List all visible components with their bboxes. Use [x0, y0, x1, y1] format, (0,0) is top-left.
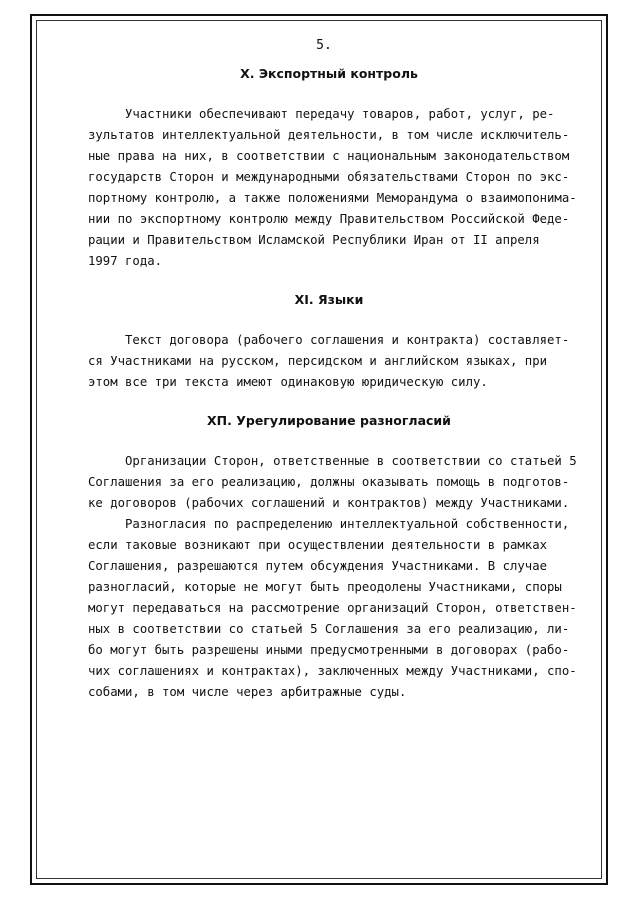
text-line: ся Участниками на русском, персидском и английском языках, при: [88, 354, 548, 368]
text-line: нии по экспортному контролю между Правительством Российской Феде-: [88, 212, 570, 226]
text-line: рации и Правительством Исламской Республики Иран от II апреля: [88, 233, 540, 247]
page-number: 5.: [316, 38, 332, 53]
text-line: могут передаваться на рассмотрение организаций Сторон, ответствен-: [88, 601, 577, 615]
paragraph: [50, 451, 580, 514]
text-line: Соглашения, разрешаются путем обсуждения Участниками. В случае: [88, 559, 548, 573]
paragraph: [50, 104, 580, 272]
paragraph: [50, 514, 580, 703]
text-line: бо могут быть разрешены иными предусмотренными в договорах (рабо-: [88, 643, 570, 657]
text-line: зультатов интеллектуальной деятельности, в том числе исключитель-: [88, 128, 570, 142]
text-line: этом все три текста имеют одинаковую юридическую силу.: [88, 375, 488, 389]
paragraph: [50, 330, 580, 393]
text-line: собами, в том числе через арбитражные суды.: [88, 685, 407, 699]
section-title: XП. Урегулирование разногласий: [207, 413, 451, 428]
text-line: Организации Сторон, ответственные в соответствии со статьей 5: [88, 454, 577, 468]
text-line: разногласий, которые не могут быть преодолены Участниками, споры: [88, 580, 562, 594]
text-line: ных в соответствии со статьей 5 Соглашения за его реализацию, ли-: [88, 622, 570, 636]
text-line: государств Сторон и международными обязательствами Сторон по экс-: [88, 170, 570, 184]
text-line: Текст договора (рабочего соглашения и контракта) составляет-: [88, 333, 570, 347]
text-line: ке договоров (рабочих соглашений и контрактов) между Участниками.: [88, 496, 570, 510]
text-line: чих соглашениях и контрактах), заключенных между Участниками, спо-: [88, 664, 577, 678]
text-line: Разногласия по распределению интеллектуальной собственности,: [88, 517, 570, 531]
section-languages: [50, 290, 580, 393]
section-export-control: [50, 64, 580, 272]
section-dispute-resolution: [50, 411, 580, 703]
text-line: если таковые возникают при осуществлении деятельности в рамках: [88, 538, 548, 552]
text-line: 1997 года.: [88, 254, 163, 268]
text-line: Участники обеспечивают передачу товаров, работ, услуг, ре-: [88, 107, 555, 121]
section-title: X. Экспортный контроль: [240, 66, 418, 81]
document-body: [50, 36, 580, 703]
text-line: портному контролю, а также положениями Меморандума о взаимопонима-: [88, 191, 577, 205]
section-title: XI. Языки: [294, 292, 364, 307]
text-line: Соглашения за его реализацию, должны оказывать помощь в подготов-: [88, 475, 570, 489]
text-line: ные права на них, в соответствии с национальным законодательством: [88, 149, 570, 163]
